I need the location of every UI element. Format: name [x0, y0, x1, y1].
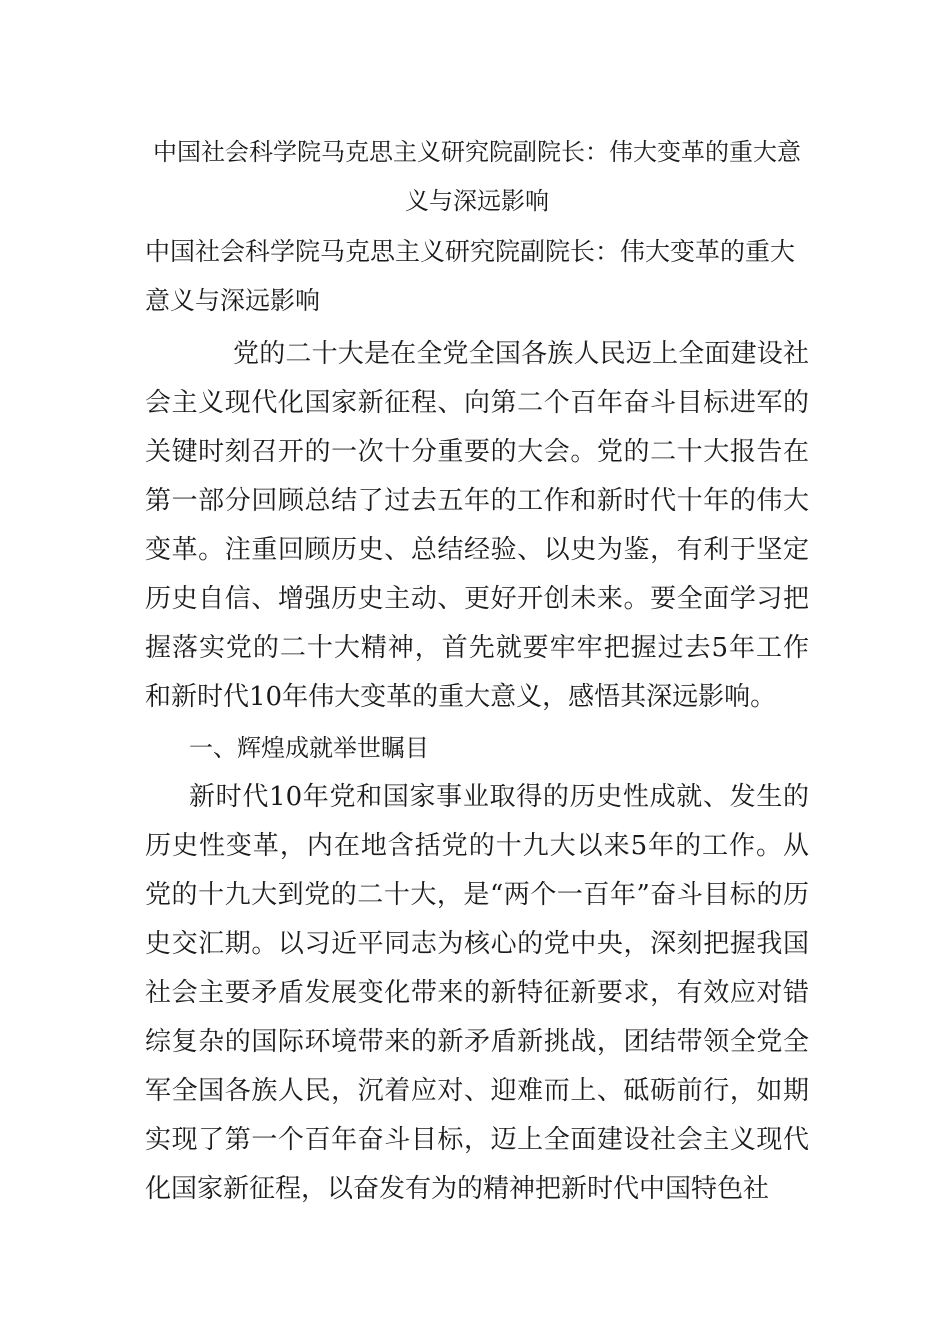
body-paragraph-2: 新时代10年党和国家事业取得的历史性成就、发生的历史性变革，内在地含括党的十九大以来5年的工作。从党的十九大到党的二十大，是“两个一百年”奋斗目标的历史交汇期。以习近平同志为核心的党中央，深刻把握我国社会主要矛盾发展变化带来的新特征新要求，有效应对错综复杂的国际环境带来的新矛盾新挑战，团结带领全党全军全国各族人民，沉着应对、迎难而上、砥砺前行，如期实现了第一个百年奋斗目标，迈上全面建设社会主义现代化国家新征程，以奋发有为的精神把新时代中国特色社: [145, 782, 809, 1204]
body-paragraph-1: 党的二十大是在全党全国各族人民迈上全面建设社会主义现代化国家新征程、向第二个百年奋斗目标进军的关键时刻召开的一次十分重要的大会。党的二十大报告在第一部分回顾总结了过去五年的工作和新时代十年的伟大变革。注重回顾历史、总结经验、以史为鉴，有利于坚定历史自信、增强历史主动、更好开创未来。要全面学习把握落实党的二十大精神，首先就要牢牢把握过去5年工作和新时代10年伟大变革的重大意义，感悟其深远影响。: [145, 339, 809, 712]
document-title-repeat: 中国社会科学院马克思主义研究院副院长：伟大变革的重大意义与深远影响: [145, 237, 796, 315]
document-title: 中国社会科学院马克思主义研究院副院长：伟大变革的重大意义与深远影响: [153, 138, 801, 215]
section-heading-1: 一、辉煌成就举世瞩目: [189, 734, 429, 762]
